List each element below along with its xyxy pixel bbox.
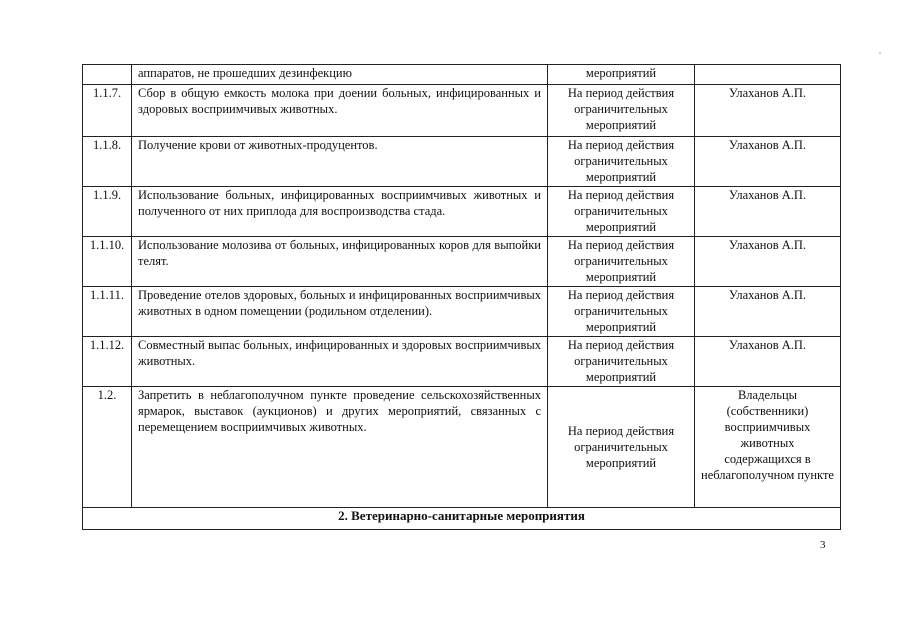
row-number: 1.2. [83, 387, 132, 508]
row-number: 1.1.10. [83, 237, 132, 287]
row-number: 1.1.12. [83, 337, 132, 387]
section-row [83, 508, 841, 530]
row-period: На период действия ограничительных мероприятий [548, 137, 695, 187]
table-row [83, 65, 841, 85]
row-description: Получение крови от животных-продуцентов. [132, 137, 548, 187]
row-description: Использование больных, инфицированных восприимчивых животных и полученного от них приплода для воспроизводства стада. [132, 187, 548, 237]
row-description: аппаратов, не прошедших дезинфекцию [132, 65, 548, 85]
row-number: 1.1.7. [83, 85, 132, 137]
page-number: 3 [820, 539, 826, 551]
row-period: На период действия ограничительных мероприятий [548, 287, 695, 337]
row-description: Сбор в общую емкость молока при доении больных, инфицированных и здоровых восприимчивых животных. [132, 85, 548, 137]
row-responsible [695, 65, 841, 85]
row-responsible: Улаханов А.П. [695, 187, 841, 237]
table-row [83, 187, 841, 237]
row-period: На период действия ограничительных мероприятий [548, 85, 695, 137]
row-description: Запретить в неблагополучном пункте проведение сельскохозяйственных ярмарок, выставок (аукционов) и других мероприятий, связанных с перемещением восприимчивых животных. [132, 387, 548, 508]
row-responsible: Улаханов А.П. [695, 337, 841, 387]
row-period: На период действия ограничительных мероприятий [548, 237, 695, 287]
row-description: Совместный выпас больных, инфицированных и здоровых восприимчивых животных. [132, 337, 548, 387]
row-period: На период действия ограничительных мероприятий [548, 387, 695, 508]
scan-mark [879, 52, 881, 54]
row-number: 1.1.9. [83, 187, 132, 237]
row-number [83, 65, 132, 85]
table-row [83, 85, 841, 137]
table-row [83, 237, 841, 287]
row-responsible: Владельцы (собственники) восприимчивых животных содержащихся в неблагополучном пункте [695, 387, 841, 508]
row-description: Проведение отелов здоровых, больных и инфицированных восприимчивых животных в одном помещении (родильном отделении). [132, 287, 548, 337]
row-responsible: Улаханов А.П. [695, 137, 841, 187]
table-row [83, 387, 841, 508]
section-heading: 2. Ветеринарно-санитарные мероприятия [83, 508, 841, 530]
row-description: Использование молозива от больных, инфицированных коров для выпойки телят. [132, 237, 548, 287]
table-row [83, 287, 841, 337]
row-period: мероприятий [548, 65, 695, 85]
row-period: На период действия ограничительных мероприятий [548, 337, 695, 387]
row-responsible: Улаханов А.П. [695, 287, 841, 337]
row-responsible: Улаханов А.П. [695, 85, 841, 137]
row-responsible: Улаханов А.П. [695, 237, 841, 287]
table-row [83, 337, 841, 387]
table-row [83, 137, 841, 187]
row-number: 1.1.8. [83, 137, 132, 187]
row-period: На период действия ограничительных мероприятий [548, 187, 695, 237]
row-number: 1.1.11. [83, 287, 132, 337]
measures-table [82, 64, 841, 530]
